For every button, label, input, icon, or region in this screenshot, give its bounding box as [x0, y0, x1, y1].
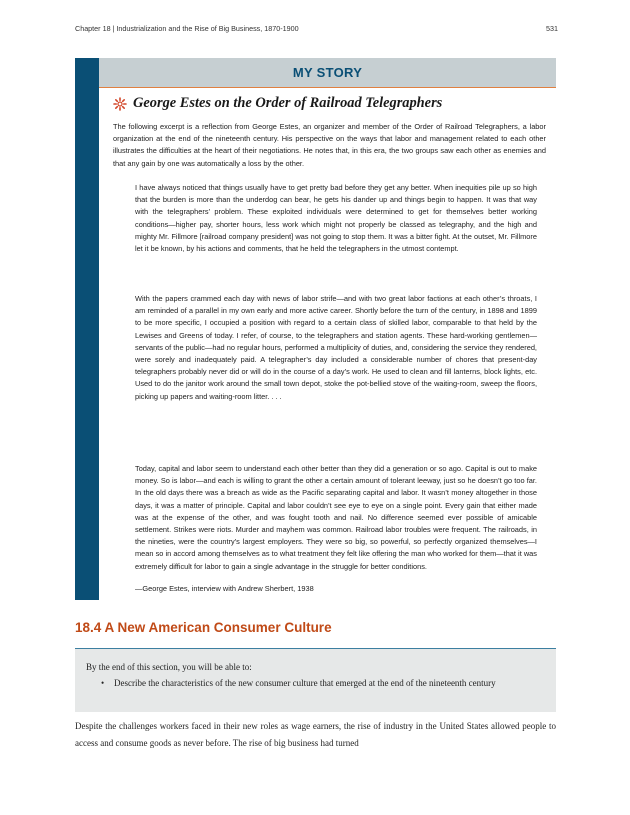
story-header: [99, 58, 556, 87]
objective-text: Describe the characteristics of the new consumer culture that emerged at the end of the nineteenth century: [114, 678, 496, 688]
bullet-marker: •: [101, 678, 105, 688]
section-heading: 18.4 A New American Consumer Culture: [75, 620, 332, 635]
my-story-feature: [75, 58, 556, 600]
quote-paragraph-2: With the papers crammed each day with news of labor strife—and with two great labor factions at each other’s throats, I am reminded of a parallel in my own early and more active career. Shortly before the turn of the century, in 1898 and 1899 to be more specific, I occupied a position with regard to a certain class of skilled labor, comparable to that held by the Lewises and Greens of today. I refer, of course, to the telegraphers and station agents. These hard-working gentlemen—servants of the public—had no regular hours, performed a multiplicity of duties, and, considering the service they rendered, were sorely and inadequately paid. A telegrapher’s day included a considerable number of chores that present-day telegraphers probably never did or will do in the course of a day’s work. He used to clean and fill lanterns, block lights, etc. Used to do the janitor work around the small town depot, stoke the pot-bellied stove of the waiting-room, sweep the floors, picking up papers and waiting-room litter. . . .: [135, 294, 537, 401]
page-number: 531: [546, 24, 558, 33]
story-intro: The following excerpt is a reflection from George Estes, an organizer and member of the Order of Railroad Telegraphers, a labor organization at the end of the nineteenth century. His perspective on the ways that labor and management related to each other illustrates the difficulties at the heart of their negotiations. He notes that, in this era, the two groups saw each other as enemies and that any gain by one was automatically a loss by the other.: [113, 122, 546, 168]
story-label: MY STORY: [292, 65, 363, 80]
story-title-text: George Estes on the Order of Railroad Telegraphers: [133, 95, 443, 111]
objective-item: [101, 675, 520, 691]
objectives-lead: By the end of this section, you will be able to:: [86, 662, 252, 672]
quote-attribution: —George Estes, interview with Andrew Sherbert, 1938: [135, 584, 314, 593]
chapter-title: Chapter 18 | Industrialization and the Rise of Big Business, 1870-1900: [75, 24, 299, 33]
story-title: [113, 95, 442, 112]
story-body: [99, 87, 556, 600]
body-paragraph: Despite the challenges workers faced in their new roles as wage earners, the rise of industry in the United States allowed people to access and consume goods as never before. The rise of big business had turned: [75, 721, 556, 748]
story-side-bar: [75, 58, 99, 600]
my-story-icon: [113, 97, 127, 111]
running-head: [75, 24, 558, 33]
quote-paragraph-1: I have always noticed that things usually have to get pretty bad before they get any better. When inequities pile up so high that the burden is more than the underdog can bear, he gets his dander up and things begin to happen. It was that way with the telegraphers’ problem. These exploited individuals were determined to get for themselves better working conditions—higher pay, shorter hours, less work which might not properly be classed as telegraphy, and the high and mighty Mr. Fillmore [railroad company president] was not going to stop them. It was a bitter fight. At the outset, Mr. Fillmore let it be known, by his actions and comments, that he held the telegraphers in the utmost contempt.: [135, 183, 537, 254]
quote-paragraph-3: Today, capital and labor seem to understand each other better than they did a generation or so ago. Capital is out to make money. So is labor—and each is willing to grant the other a certain amount of tolerant leeway, just so he doesn’t go too far. In the old days there was a breach as wide as the Pacific separating capital and labor. It wasn’t money altogether in those days, it was a matter of principle. Capital and labor couldn’t see eye to eye on a single point. Every gain that either made was at the expense of the other, and was fought tooth and nail. No difference seemed ever possible of amicable settlement. Strikes were riots. Murder and mayhem was common. Railroad labor troubles were frequent. The railroads, in the nineties, were the country’s largest employers. They were so big, so powerful, so perfectly organized themselves—I mean so in accord among themselves as to what treatment they felt like offering the man who worked for them—that it was extremely difficult for labor to gain a single advantage in the struggle for better conditions.: [135, 464, 537, 571]
learning-objectives: [75, 648, 556, 712]
